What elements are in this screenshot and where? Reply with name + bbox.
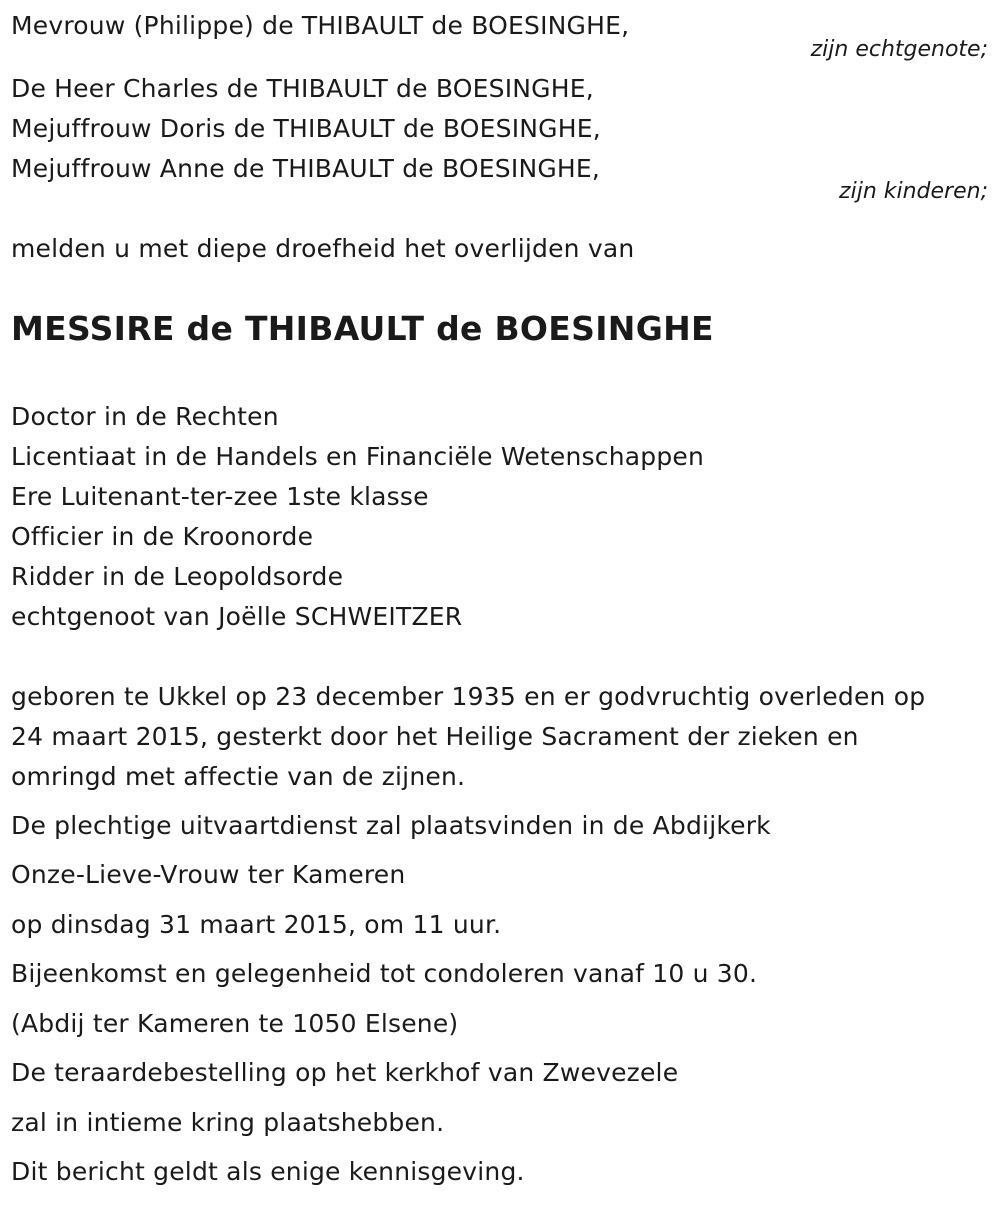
birth-death-line: 24 maart 2015, gesterkt door het Heilige Sacrament der zieken en	[11, 722, 859, 751]
title-line: Officier in de Kroonorde	[11, 522, 314, 551]
announcement-line: melden u met diepe droefheid het overlijden van	[11, 234, 635, 263]
children-role: zijn kinderen;	[839, 179, 988, 204]
funeral-line: op dinsdag 31 maart 2015, om 11 uur.	[11, 910, 502, 939]
spouse-of-line: echtgenoot van Joëlle SCHWEITZER	[11, 602, 463, 631]
title-line: Licentiaat in de Handels en Financiële Wetenschappen	[11, 442, 705, 471]
birth-death-line: omringd met affectie van de zijnen.	[11, 762, 466, 791]
funeral-line: zal in intieme kring plaatshebben.	[11, 1108, 445, 1137]
spouse-line: Mevrouw (Philippe) de THIBAULT de BOESINGHE,	[11, 11, 630, 40]
birth-death-line: geboren te Ukkel op 23 december 1935 en er godvruchtig overleden op	[11, 682, 926, 711]
child-line: Mejuffrouw Anne de THIBAULT de BOESINGHE,	[11, 154, 601, 183]
funeral-line: De teraardebestelling op het kerkhof van Zwevezele	[11, 1058, 679, 1087]
child-line: De Heer Charles de THIBAULT de BOESINGHE,	[11, 74, 594, 103]
child-line: Mejuffrouw Doris de THIBAULT de BOESINGHE,	[11, 114, 601, 143]
title-line: Ere Luitenant-ter-zee 1ste klasse	[11, 482, 429, 511]
spouse-role: zijn echtgenote;	[810, 37, 988, 62]
title-line: Ridder in de Leopoldsorde	[11, 562, 344, 591]
funeral-line: (Abdij ter Kameren te 1050 Elsene)	[11, 1009, 459, 1038]
funeral-line: De plechtige uitvaartdienst zal plaatsvinden in de Abdijkerk	[11, 811, 771, 840]
notice-line: Dit bericht geldt als enige kennisgeving.	[11, 1157, 525, 1186]
funeral-line: Bijeenkomst en gelegenheid tot condoleren vanaf 10 u 30.	[11, 959, 758, 988]
title-line: Doctor in de Rechten	[11, 402, 279, 431]
funeral-line: Onze-Lieve-Vrouw ter Kameren	[11, 860, 406, 889]
deceased-name: MESSIRE de THIBAULT de BOESINGHE	[11, 309, 714, 348]
